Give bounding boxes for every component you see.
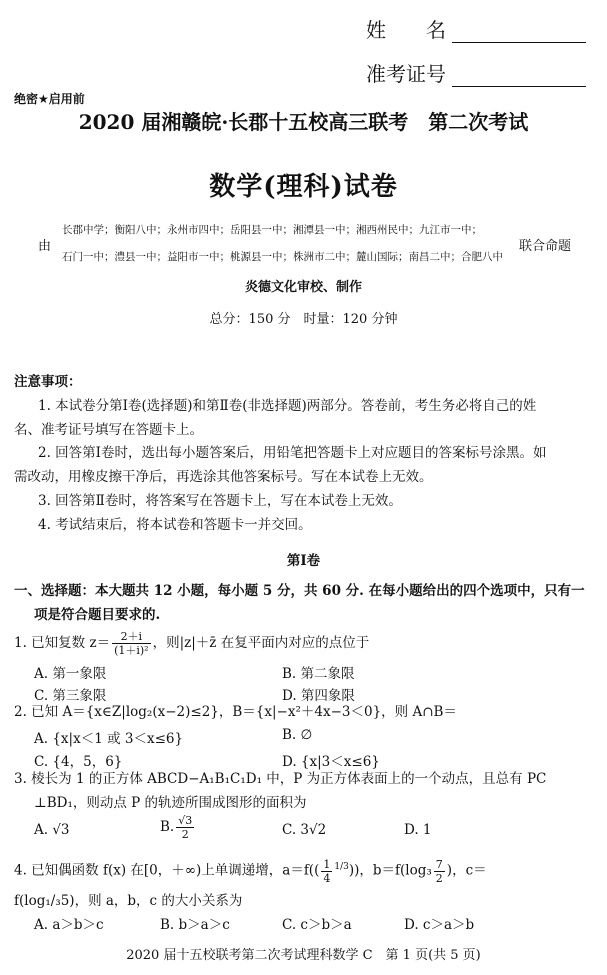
q3-b-den: 2	[181, 828, 189, 841]
q4-frac1-num: 1	[323, 857, 331, 871]
name-label: 姓 名	[366, 18, 446, 42]
by-label: 由	[38, 239, 52, 254]
q4-option-d: D. c＞a＞b	[404, 917, 475, 933]
q1-option-b: B. 第二象限	[282, 666, 355, 682]
name-field	[366, 14, 586, 43]
q3-option-b-frac	[176, 814, 194, 841]
producer: 炎德文化审校、制作	[244, 280, 362, 295]
q2-option-b: B. ∅	[282, 727, 313, 743]
q4-frac1-den: 4	[323, 871, 331, 885]
name-underline	[452, 22, 586, 43]
q3-option-d: D. 1	[404, 822, 432, 838]
notice-heading: 注意事项：	[14, 374, 82, 390]
q4-exponent: 1/3	[334, 862, 349, 872]
notice-item-4: 4. 考试结束后，将本试卷和答题卡一并交回。	[38, 517, 312, 533]
q1-stem	[14, 630, 369, 657]
schools-line-2: 石门一中；澧县一中；益阳市一中；桃源县一中；株洲市二中；麓山国际；南昌二中；合肥八中	[62, 251, 503, 263]
q1-stem-pre: 1. 已知复数 z＝	[14, 635, 111, 651]
q3-option-a: A. √3	[34, 822, 70, 838]
q2-option-d: D. {x|3＜x≤6}	[282, 754, 380, 770]
q1-fraction	[112, 630, 151, 657]
q3-option-c: C. 3√2	[282, 822, 327, 838]
q1-frac-den: (1＋i)²	[114, 644, 149, 657]
q4-stem-a	[14, 855, 487, 885]
notice-item-1a: 1. 本试卷分第Ⅰ卷(选择题)和第Ⅱ卷(非选择题)两部分。答卷前，考生务必将自己的姓	[38, 398, 537, 414]
exam-title: 2020 届湘赣皖·长郡十五校高三联考 第二次考试	[78, 110, 529, 134]
q4-stem-part2: ))，b＝f(log₃	[348, 862, 432, 879]
q4-stem-part1: 4. 已知偶函数 f(x) 在[0，＋∞)上单调递增，a＝f((	[14, 862, 320, 879]
q3-option-b	[160, 814, 196, 841]
id-underline	[452, 66, 586, 87]
section-heading-a: 一、选择题：本大题共 12 小题，每小题 5 分，共 60 分. 在每小题给出的四个选项中，只有一	[14, 583, 585, 599]
q1-option-c: C. 第三象限	[34, 688, 107, 704]
q4-frac2-den: 2	[435, 871, 443, 885]
joint-label: 联合命题	[519, 239, 572, 254]
q4-stem-b: f(log₁/₃5)，则 a，b，c 的大小关系为	[14, 893, 243, 909]
part1-title: 第Ⅰ卷	[286, 553, 321, 569]
exam-subtitle: 数学(理科)试卷	[209, 172, 398, 202]
q4-frac-quarter	[321, 858, 332, 885]
q2-option-c: C. {4，5，6}	[34, 754, 123, 770]
q1-option-d: D. 第四象限	[282, 688, 355, 704]
q2-stem: 2. 已知 A＝{x∈Z|log₂(x−2)≤2}，B＝{x|−x²＋4x−3＜0}，则 A∩B＝	[14, 704, 457, 720]
q4-frac2-num: 7	[435, 857, 443, 871]
q3-b-num: √3	[178, 814, 193, 827]
notice-item-2b: 需改动，用橡皮擦干净后，再选涂其他答案标号。写在本试卷上无效。	[14, 469, 433, 485]
q3-stem-b: ⊥BD₁，则动点 P 的轨迹所围成图形的面积为	[34, 795, 307, 811]
section-heading-b: 项是符合题目要求的.	[34, 607, 161, 623]
schools-line-1: 长郡中学；衡阳八中；永州市四中；岳阳县一中；湘潭县一中；湘西州民中；九江市一中；	[62, 224, 482, 236]
q1-option-a: A. 第一象限	[34, 666, 107, 682]
page-footer: 2020 届十五校联考第二次考试理科数学 C 第 1 页(共 5 页)	[126, 948, 481, 963]
q4-option-b: B. b＞a＞c	[160, 917, 230, 933]
q4-frac-seven-halves	[434, 858, 445, 885]
q4-option-c: C. c＞b＞a	[282, 917, 352, 933]
notice-item-1b: 名、准考证号填写在答题卡上。	[14, 422, 203, 438]
secret-mark: 绝密★启用前	[14, 92, 85, 106]
q3-stem-a: 3. 棱长为 1 的正方体 ABCD−A₁B₁C₁D₁ 中，P 为正方体表面上的一个动点，且总有 PC	[14, 771, 547, 787]
notice-item-2a: 2. 回答第Ⅰ卷时，选出每小题答案后，用铅笔把答题卡上对应题目的答案标号涂黑。如	[38, 445, 547, 461]
id-field	[366, 58, 586, 87]
notice-item-3: 3. 回答第Ⅱ卷时，将答案写在答题卡上，写在本试卷上无效。	[38, 493, 402, 509]
score-time: 总分：150 分 时量：120 分钟	[209, 312, 398, 327]
q3-option-b-label: B.	[160, 819, 175, 835]
q4-option-a: A. a＞b＞c	[34, 917, 104, 933]
q1-frac-num: 2＋i	[112, 630, 151, 644]
q4-stem-part3: )，c＝	[446, 862, 487, 879]
id-label: 准考证号	[366, 62, 446, 86]
q1-stem-post: ，则|z|＋z̄ 在复平面内对应的点位于	[152, 635, 370, 651]
q2-option-a: A. {x|x＜1 或 3＜x≤6}	[34, 731, 184, 747]
